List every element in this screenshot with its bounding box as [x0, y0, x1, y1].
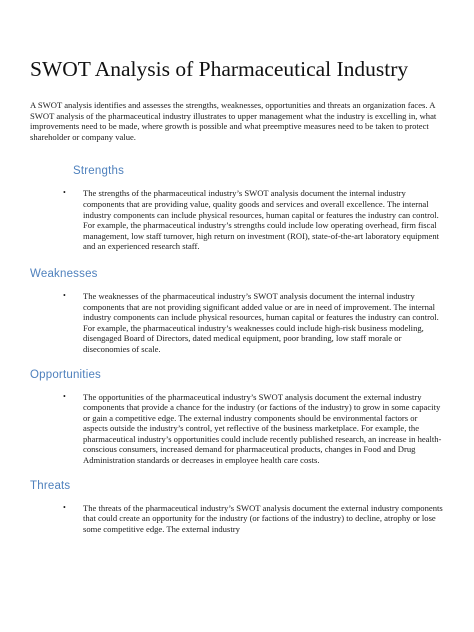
strengths-item: [30, 188, 444, 252]
strengths-list: [30, 188, 444, 252]
opportunities-text: The opportunities of the pharmaceutical industry’s SWOT analysis document the external industry components that provide a chance for the industry (or factions of the industry) to grow in some capacity or gain a competitive edge. The external industry components should be environmental factors or aspects outside the industry’s control, yet reflective of the business marketplace. For example, the pharmaceutical industry’s opportunities could include recently published research, an increase in health-conscious consumers, increased demand for pharmaceutical products, changes in Food and Drug Administration standards or decreases in employee health care costs.: [83, 391, 442, 466]
weaknesses-list: [30, 291, 444, 355]
opportunities-item: [30, 392, 444, 466]
opportunities-heading: Opportunities: [30, 368, 101, 381]
bullet-icon: •: [63, 391, 66, 401]
threats-list: [30, 503, 444, 535]
weaknesses-heading: Weaknesses: [30, 267, 98, 280]
threats-text: The threats of the pharmaceutical industry’s SWOT analysis document the external industry components that could create an opportunity for the industry (or factions of the industry) to decline, atrophy or lose some competitive edge. The external industry: [83, 502, 443, 534]
weaknesses-item: [30, 291, 444, 355]
bullet-icon: •: [63, 502, 66, 512]
opportunities-list: [30, 392, 444, 466]
bullet-icon: •: [63, 290, 66, 300]
threats-heading: Threats: [30, 479, 71, 492]
weaknesses-text: The weaknesses of the pharmaceutical industry’s SWOT analysis document the internal industry components that are not providing significant added value or are in need of improvement. The internal industry components can include physical resources, human capital or features the industry can control. For example, the pharmaceutical industry’s weaknesses could include high-risk business modeling, disengaged Board of Directors, dated medical equipment, poor branding, low staff morale or diseconomies of scale.: [83, 290, 439, 354]
document-title: SWOT Analysis of Pharmaceutical Industry: [30, 57, 409, 81]
strengths-heading: Strengths: [73, 165, 125, 178]
strengths-text: The strengths of the pharmaceutical industry’s SWOT analysis document the internal industry components that are providing value, quality goods and services and overall excellence. The internal industry components can include physical resources, human capital or features the industry can control. For example, the pharmaceutical industry’s strengths could include low operating overhead, firm fiscal management, low staff turnover, high return on investment (ROI), state-of-the-art laboratory equipment and an experienced research staff.: [83, 188, 440, 252]
intro-paragraph: A SWOT analysis identifies and assesses the strengths, weaknesses, opportunities and threats an organization faces. A SWOT analysis of the pharmaceutical industry illustrates to upper management what the industry is excelling in, what improvements need to be made, where growth is possible and what preemptive measures need to be taken to protect shareholder or company value.: [30, 100, 437, 142]
threats-item: [30, 503, 444, 535]
bullet-icon: •: [63, 188, 66, 198]
